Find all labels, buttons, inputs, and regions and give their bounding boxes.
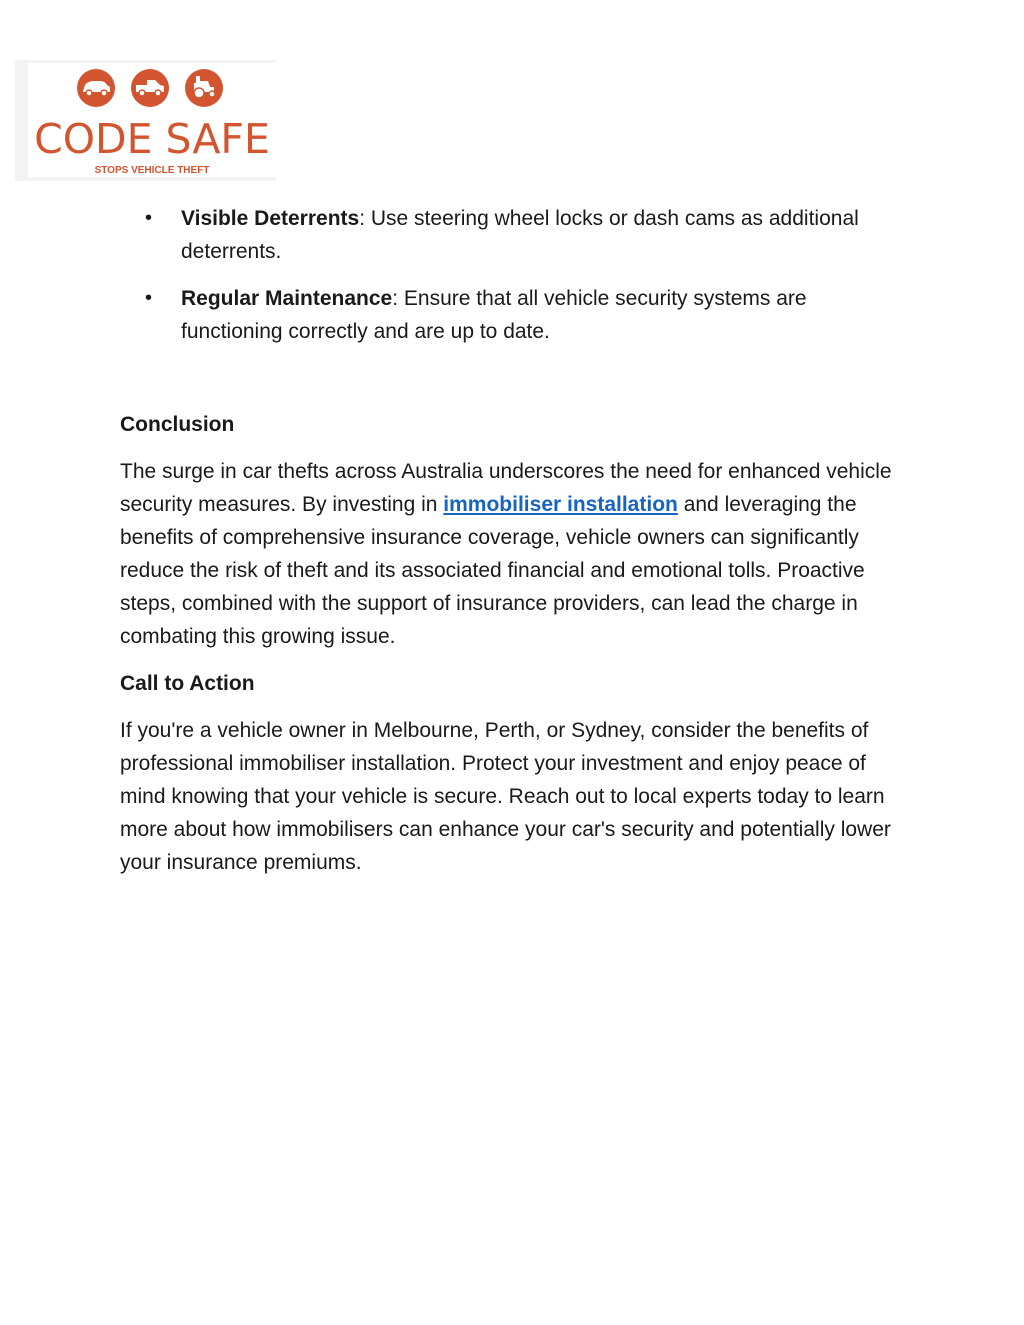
logo-graphic (28, 63, 276, 177)
list-item (120, 202, 910, 268)
bullet-icon: • (145, 287, 153, 309)
immobiliser-installation-link[interactable]: immobiliser installation (443, 493, 678, 516)
tips-list (120, 202, 910, 348)
logo-tagline: STOPS VEHICLE THEFT (94, 165, 210, 176)
bullet-text: : Use steering wheel locks or dash cams as additional deterrents. (181, 207, 859, 263)
code-safe-logo (15, 60, 276, 181)
pickup-truck-icon (131, 69, 169, 107)
call-to-action-paragraph: If you're a vehicle owner in Melbourne, Perth, or Sydney, consider the benefits of professional immobiliser installation. Protect your investment and enjoy peace of mind knowing that your vehicle is secure. Reach out to local experts today to learn more about how immobilisers can enhance your car's security and potentially lower your insurance premiums. (120, 719, 891, 874)
logo-title: CODE SAFE (34, 115, 270, 163)
call-to-action-heading: Call to Action (120, 672, 255, 695)
document-body (120, 202, 910, 879)
car-icon (77, 69, 115, 107)
conclusion-text-end: and leveraging the benefits of comprehensive insurance coverage, vehicle owners can significantly reduce the risk of theft and its associated financial and emotional tolls. Proactive steps, combined with the support of insurance providers, can lead the charge in combating this growing issue. (120, 493, 865, 648)
bullet-text: : Ensure that all vehicle security systems are functioning correctly and are up to date. (181, 287, 807, 343)
tractor-icon (185, 69, 223, 107)
bullet-icon: • (145, 207, 153, 229)
conclusion-heading: Conclusion (120, 413, 235, 436)
bullet-term: Regular Maintenance (181, 287, 393, 310)
list-item (120, 282, 910, 348)
conclusion-text-start: The surge in car thefts across Australia underscores the need for enhanced vehicle security measures. By investing in (120, 460, 892, 516)
logo-panel (28, 63, 276, 177)
conclusion-paragraph (120, 455, 910, 653)
bullet-term: Visible Deterrents (181, 207, 360, 230)
